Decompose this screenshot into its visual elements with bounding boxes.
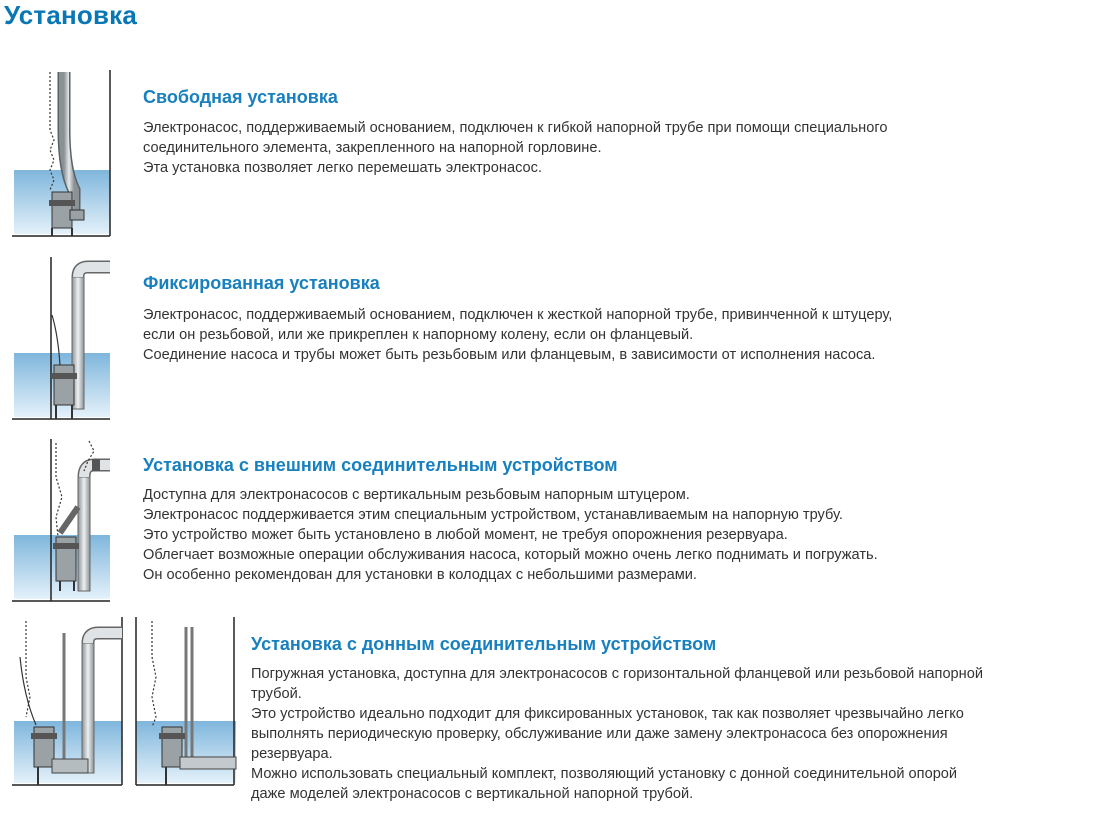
text-line: Электронасос, поддерживаемый основанием, подключен к гибкой напорной трубе при помощи специального bbox=[143, 120, 888, 136]
text-line: трубой. bbox=[251, 686, 302, 702]
section-title-free-installation: Свободная установка bbox=[143, 87, 338, 107]
external-coupling-illustration bbox=[12, 437, 112, 603]
section-title-fixed-installation: Фиксированная установка bbox=[143, 273, 380, 293]
fixed-installation-illustration bbox=[12, 255, 112, 421]
text-line: Это устройство идеально подходит для фиксированных установок, так как позволяет чрезвычайно легко bbox=[251, 706, 964, 722]
text-line: Облегчает возможные операции обслуживания насоса, который можно очень легко поднимать и погружать. bbox=[143, 547, 878, 563]
free-installation-illustration bbox=[12, 70, 112, 238]
text-line: Погружная установка, доступна для электронасосов с горизонтальной фланцевой или резьбовой напорной bbox=[251, 666, 984, 682]
section-text-free-installation bbox=[143, 118, 887, 178]
bottom-coupling-illustration-front bbox=[12, 617, 124, 787]
text-line: Доступна для электронасосов с вертикальным резьбовым напорным штуцером. bbox=[143, 487, 690, 503]
text-line: Можно использовать специальный комплект, позволяющий установку с донной соединительной опорой bbox=[251, 766, 958, 782]
text-line: Он особенно рекомендован для установки в колодцах с небольшими размерами. bbox=[143, 567, 697, 583]
page-title: Установка bbox=[4, 0, 138, 30]
bottom-coupling-illustration-side bbox=[126, 617, 238, 787]
section-title-bottom-coupling: Установка с донным соединительным устройством bbox=[251, 634, 717, 654]
text-line: Электронасос, поддерживаемый основанием, подключен к жесткой напорной трубе, привинченной к штуцеру, bbox=[143, 307, 893, 323]
text-line: Это устройство может быть установлено в любой момент, не требуя опорожнения резервуара. bbox=[143, 527, 788, 543]
text-line: Соединение насоса и трубы может быть резьбовым или фланцевым, в зависимости от исполнения насоса. bbox=[143, 347, 876, 363]
text-line: соединительного элемента, закрепленного на напорной горловине. bbox=[143, 140, 602, 156]
section-text-bottom-coupling bbox=[251, 664, 1071, 804]
text-line: если он резьбовой, или же прикреплен к напорному колену, если он фланцевый. bbox=[143, 327, 694, 343]
text-line: даже моделей электронасосов с вертикальной напорной трубой. bbox=[251, 786, 694, 802]
section-text-external-coupling bbox=[143, 485, 878, 585]
section-title-external-coupling: Установка с внешним соединительным устройством bbox=[143, 455, 618, 475]
text-line: Электронасос поддерживается этим специальным устройством, устанавливаемым на напорную трубу. bbox=[143, 507, 843, 523]
text-line: резервуара. bbox=[251, 746, 333, 762]
text-line: Эта установка позволяет легко перемешать электронасос. bbox=[143, 160, 543, 176]
section-text-fixed-installation bbox=[143, 305, 892, 365]
text-line: выполнять периодическую проверку, обслуживание или даже замену электронасоса без опорожнения bbox=[251, 726, 948, 742]
